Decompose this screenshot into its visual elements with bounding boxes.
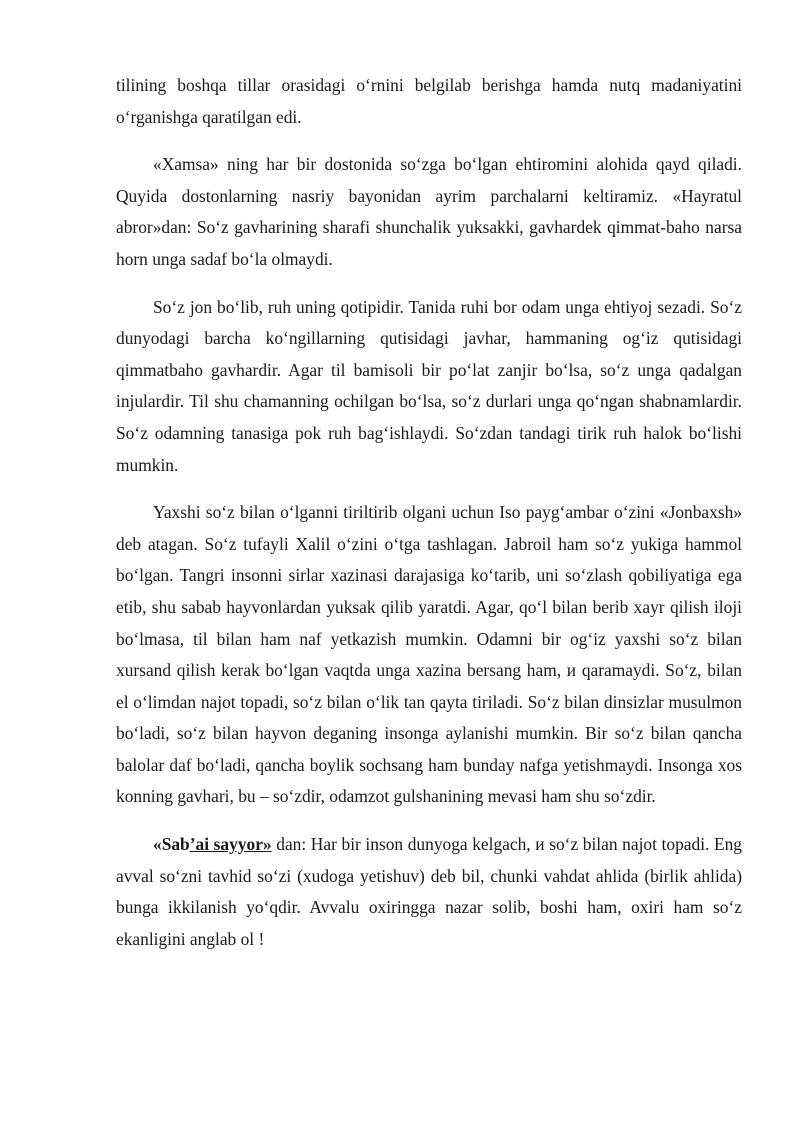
paragraph-1: tilining boshqa tillar orasidagi o‘rnini belgilab berishga hamda nutq madaniyatini o‘rganishga qaratilgan edi.: [116, 75, 742, 127]
source-title-underlined: ’ai sayyor»: [189, 834, 272, 855]
source-title-open: «Sab: [153, 834, 190, 855]
paragraph-3: So‘z jon bo‘lib, ruh uning qotipidir. Tanida ruhi bor odam unga ehtiyoj sezadi. So‘z dunyodagi barcha ko‘ngillarning qutisidagi javhar, hammaning og‘iz qutisidagi qimmatbaho gavhardir. Agar til bamisoli bir po‘lat zanjir bo‘lsa, so‘z unga qadalgan injulardir. Til shu chamanning ochilgan bo‘lsa, so‘z durlari unga qo‘ngan shabnamlardir. So‘z odamning tanasiga pok ruh bag‘ishlaydi. So‘zdan tandagi tirik ruh halok bo‘lishi mumkin.: [116, 296, 742, 475]
paragraph-2: «Xamsa» ning har bir dostonida so‘zga bo‘lgan ehtiromini alohida qayd qiladi. Quyida dostonlarning nasriy bayonidan ayrim parchalarni keltiramiz. «Hayratul abror»dan: So‘z gavharining sharafi shunchalik yuksakki, gavhardek qimmat-baho narsa horn unga sadaf bo‘la olmaydi.: [116, 154, 742, 269]
paragraph-5: [116, 829, 742, 955]
paragraph-4: Yaxshi so‘z bilan o‘lganni tiriltirib olgani uchun Iso payg‘ambar o‘zini «Jonbaxsh» deb atagan. So‘z tufayli Xalil o‘zini o‘tga tashlagan. Jabroil ham so‘z yukiga hammol bo‘lgan. Tangri insonni sirlar xazinasi darajasiga ko‘tarib, uni so‘zlash qobiliyatiga ega etib, shu sabab hayvonlardan yuksak qilib yaratdi. Agar, qo‘l bilan berib xayr qilish iloji bo‘lmasa, til bilan ham naf yetkazish mumkin. Odamni bir og‘iz yaxshi so‘z bilan xursand qilish kerak bo‘lgan vaqtda unga xazina bersang ham, и qaramaydi. So‘z, bilan el o‘limdan najot topadi, so‘z bilan o‘lik tan qayta tiriladi. So‘z bilan dinsizlar musulmon bo‘ladi, so‘z bilan hayvon deganing insonga aylanishi mumkin. Bir so‘z bilan qancha balolar daf bo‘ladi, qancha boylik sochsang ham bunday nafga yetishmaydi. Insonga xos konning gavhari, bu – so‘zdir, odamzot gulshanining mevasi ham shu so‘zdir.: [116, 502, 742, 807]
paragraph-5-body: dan: Har bir inson dunyoga kelgach, и so‘z bilan najot topadi. Eng avval so‘zni tavhid so‘zi (xudoga yetishuv) deb bil, chunki vahdat ahlida (birlik ahlida) bunga ikkilanish yo‘qdir. Avvalu oxiringga nazar solib, boshi ham, oxiri ham so‘z ekanligini anglab ol !: [116, 834, 742, 949]
document-page: [116, 70, 742, 971]
source-title: [153, 834, 272, 854]
